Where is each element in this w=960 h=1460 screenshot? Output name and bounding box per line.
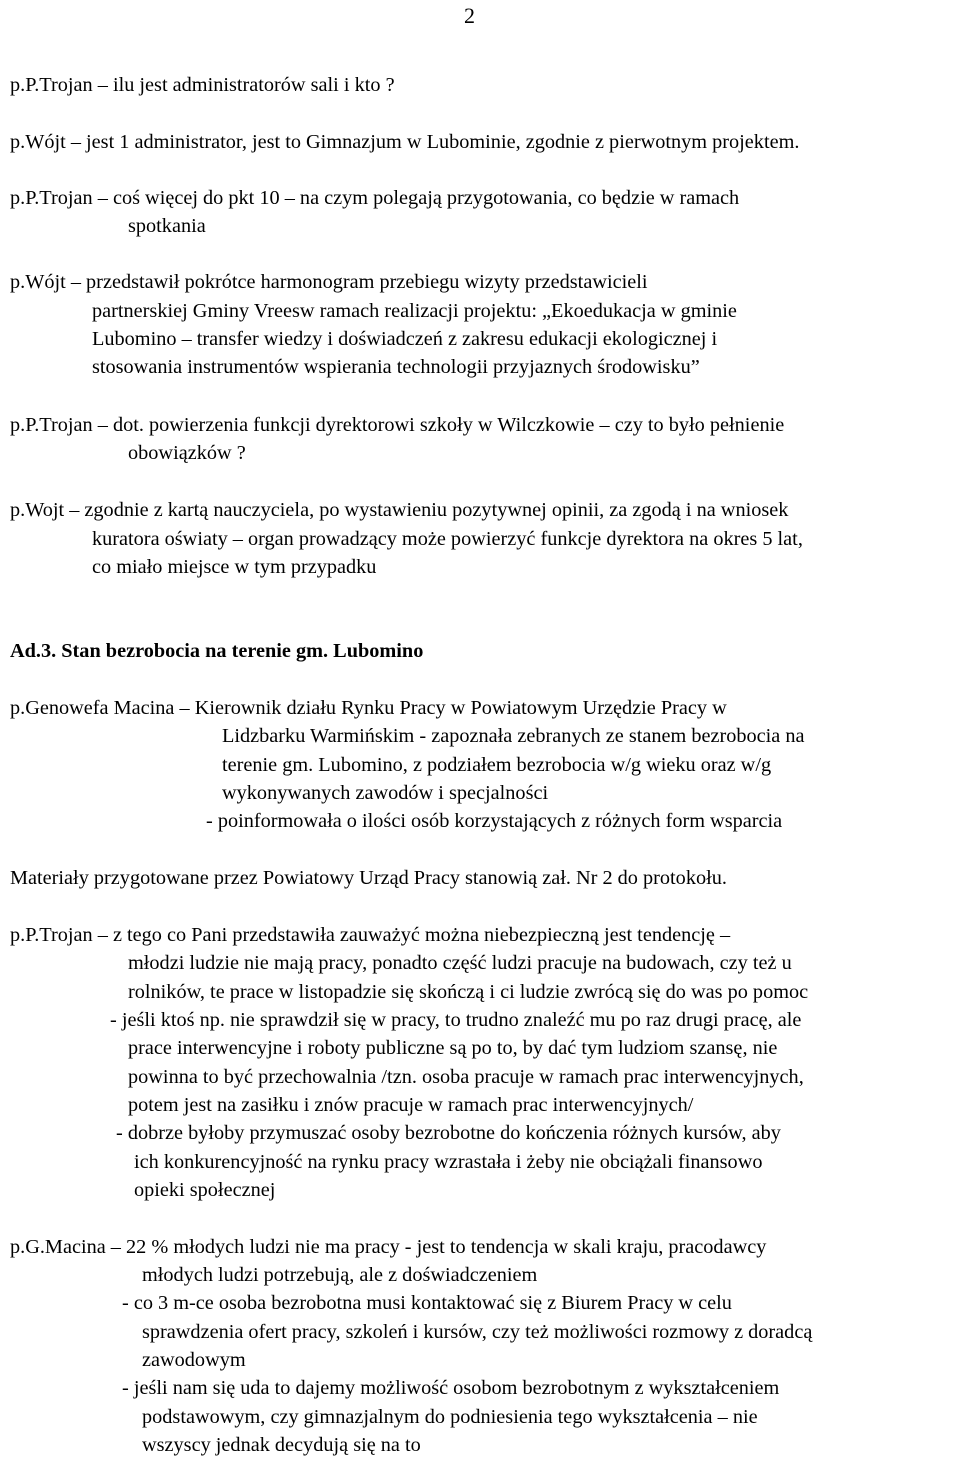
- text-line: opieki społecznej: [134, 1179, 276, 1201]
- text-line: - jeśli nam się uda to dajemy możliwość osobom bezrobotnym z wykształceniem: [122, 1377, 780, 1399]
- text-line: terenie gm. Lubomino, z podziałem bezrobocia w/g wieku oraz w/g: [222, 754, 772, 776]
- text-line: sprawdzenia ofert pracy, szkoleń i kursów, czy też możliwości rozmowy z doradcą: [142, 1321, 813, 1343]
- text-line: Lidzbarku Warmińskim - zapoznała zebranych ze stanem bezrobocia na: [222, 725, 805, 747]
- text-line: potem jest na zasiłku i znów pracuje w ramach prac interwencyjnych/: [128, 1094, 694, 1116]
- text-line: ich konkurencyjność na rynku pracy wzrastała i żeby nie obciążali finansowo: [134, 1151, 763, 1173]
- page-number: 2: [464, 3, 475, 28]
- text-line: p.P.Trojan – ilu jest administratorów sali i kto ?: [10, 74, 395, 96]
- text-line: - co 3 m-ce osoba bezrobotna musi kontaktować się z Biurem Pracy w celu: [122, 1292, 732, 1314]
- text-line: młodych ludzi potrzebują, ale z doświadczeniem: [142, 1264, 538, 1286]
- text-line: p.G.Macina – 22 % młodych ludzi nie ma pracy - jest to tendencja w skali kraju, pracodawcy: [10, 1236, 767, 1258]
- text-line: co miało miejsce w tym przypadku: [92, 556, 377, 578]
- text-line: Lubomino – transfer wiedzy i doświadczeń z zakresu edukacji ekologicznej i: [92, 328, 718, 350]
- text-line: prace interwencyjne i roboty publiczne są po to, by dać tym ludziom szansę, nie: [128, 1037, 778, 1059]
- text-line: zawodowym: [142, 1349, 246, 1371]
- text-line: wykonywanych zawodów i specjalności: [222, 782, 549, 804]
- text-line: - poinformowała o ilości osób korzystających z różnych form wsparcia: [206, 810, 783, 832]
- text-line: podstawowym, czy gimnazjalnym do podniesienia tego wykształcenia – nie: [142, 1406, 758, 1428]
- text-line: partnerskiej Gminy Vreesw ramach realizacji projektu: „Ekoedukacja w gminie: [92, 300, 737, 322]
- text-line: stosowania instrumentów wspierania technologii przyjaznych środowisku”: [92, 356, 700, 378]
- text-line: spotkania: [128, 215, 206, 237]
- text-line: powinna to być przechowalnia /tzn. osoba pracuje w ramach prac interwencyjnych,: [128, 1066, 804, 1088]
- text-line: p.Genowefa Macina – Kierownik działu Rynku Pracy w Powiatowym Urzędzie Pracy w: [10, 697, 727, 719]
- text-line: obowiązków ?: [128, 442, 246, 464]
- text-line: - jeśli ktoś np. nie sprawdził się w pracy, to trudno znaleźć mu po raz drugi pracę, ale: [110, 1009, 802, 1031]
- section-heading: Ad.3. Stan bezrobocia na terenie gm. Lubomino: [10, 640, 424, 662]
- text-line: p.P.Trojan – coś więcej do pkt 10 – na czym polegają przygotowania, co będzie w ramach: [10, 187, 740, 209]
- text-line: młodzi ludzie nie mają pracy, ponadto część ludzi pracuje na budowach, czy też u: [128, 952, 792, 974]
- text-line: rolników, te prace w listopadzie się skończą i ci ludzie zwrócą się do was po pomoc: [128, 981, 809, 1003]
- text-line: p.Wojt – zgodnie z kartą nauczyciela, po wystawieniu pozytywnej opinii, za zgodą i na wniosek: [10, 499, 789, 521]
- text-line: kuratora oświaty – organ prowadzący może powierzyć funkcje dyrektora na okres 5 lat,: [92, 528, 803, 550]
- text-line: p.Wójt – jest 1 administrator, jest to Gimnazjum w Lubominie, zgodnie z pierwotnym projektem.: [10, 131, 800, 153]
- text-line: p.Wójt – przedstawił pokrótce harmonogram przebiegu wizyty przedstawicieli: [10, 271, 648, 293]
- text-line: p.P.Trojan – dot. powierzenia funkcji dyrektorowi szkoły w Wilczkowie – czy to było pełnienie: [10, 414, 785, 436]
- text-line: - dobrze byłoby przymuszać osoby bezrobotne do kończenia różnych kursów, aby: [116, 1122, 781, 1144]
- text-line: p.P.Trojan – z tego co Pani przedstawiła zauważyć można niebezpieczną jest tendencję –: [10, 924, 731, 946]
- text-line: Materiały przygotowane przez Powiatowy Urząd Pracy stanowią zał. Nr 2 do protokołu.: [10, 867, 727, 889]
- text-line: wszyscy jednak decydują się na to: [142, 1434, 421, 1456]
